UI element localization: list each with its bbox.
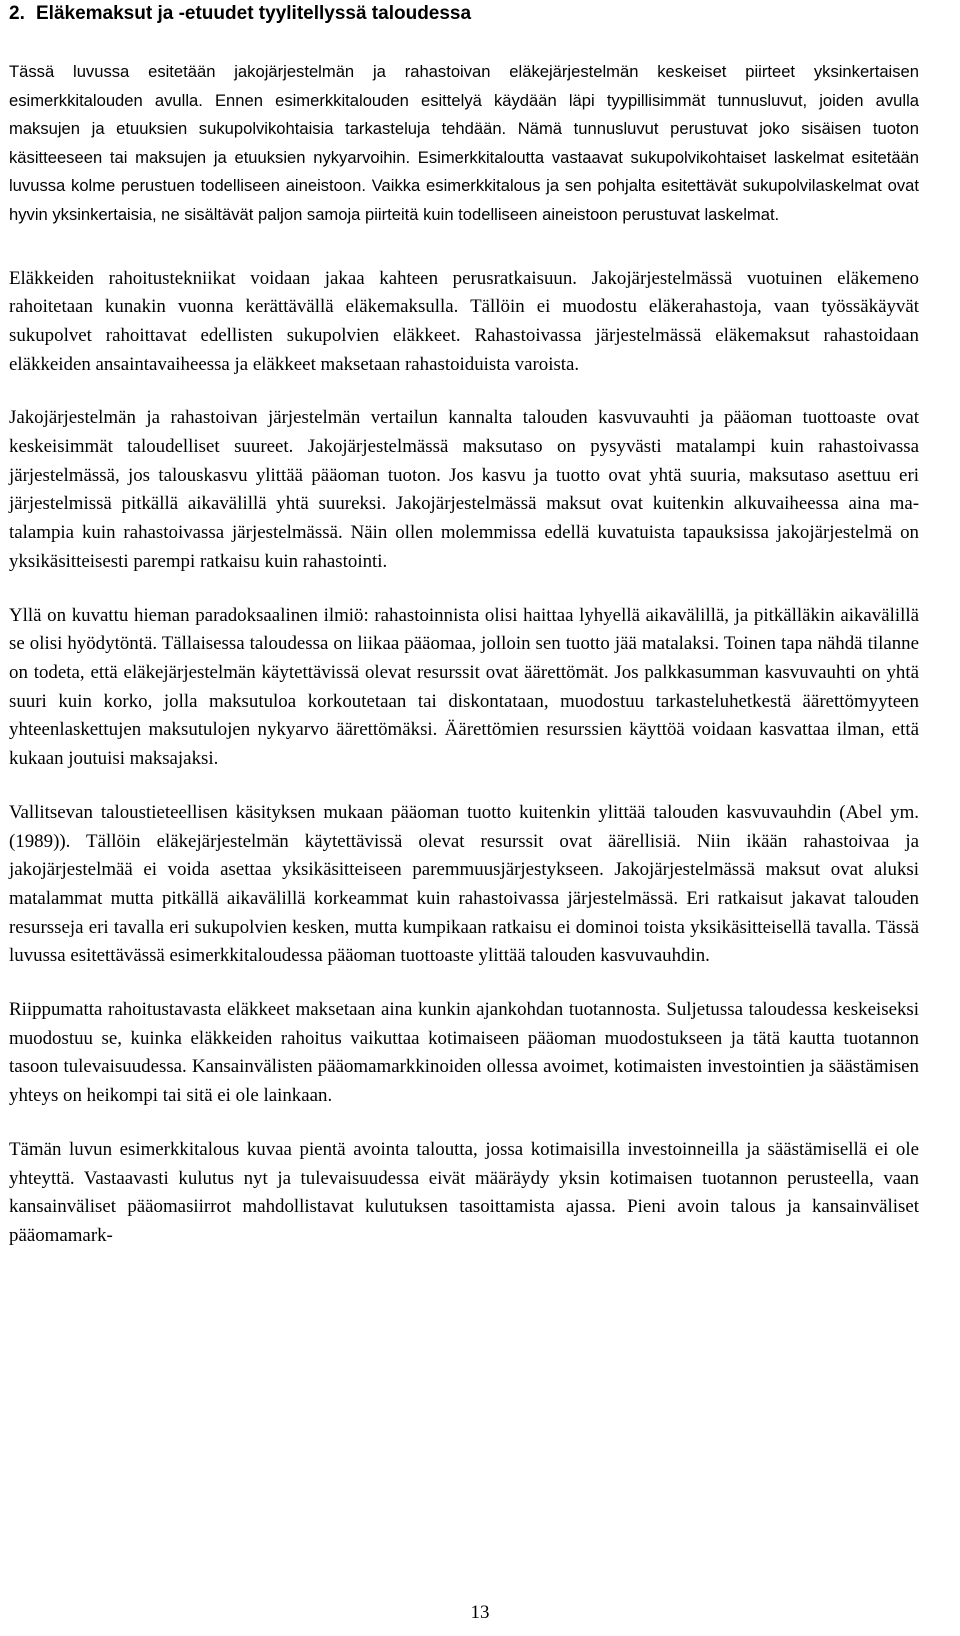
paragraph-system-comparison: Jakojärjestelmän ja rahastoivan järjestelmän vertailun kannalta talouden kasvuvauhti ja pääoman tuottoaste ovat keskeisimmät taloudelliset suureet. Jakojärjestelmässä maksutaso on pysyvästi matalampi kuin rahastoivassa järjestelmässä, jos talouskasvu ylittää pääoman tuoton. Jos kasvu ja tuotto ovat yhtä suuria, maksutaso asettuu eri järjestelmissä pitkällä aikavälillä yhtä suureksi. Jakojärjestelmässä maksut ovat kuitenkin alkuvaiheessa aina matalampia kuin rahastoivassa järjestelmässä. Näin ollen molemmissa edellä kuvatuista tapauksissa jakojärjestelmä on yksikäsitteisesti parempi ratkaisu kuin rahastointi. [9,407,919,572]
paragraph-paradox: Yllä on kuvattu hieman paradoksaalinen ilmiö: rahastoinnista olisi haittaa lyhyellä aikavälillä, ja pitkälläkin aikavälillä se olisi hyödytöntä. Tällaisessa taloudessa on liikaa pääomaa, jolloin sen tuotto jää matalaksi. Toinen tapa nähdä tilanne on todeta, että eläkejärjestelmän käytettävissä olevat resurssit ovat äärettömät. Jos palkkasumman kasvuvauhti on yhtä suuri kuin korko, jolla maksutuloa korkoutetaan tai diskontataan, muodostuu tarkasteluhetkestä äärettömyyteen yhteenlaskettujen maksutulojen nykyarvo äärettömäksi. Äärettömien resurssien käyttöä voidaan kasvattaa ilman, että kukaan joutuisi maksajaksi. [9,604,919,770]
page-number: 13 [470,1602,490,1623]
section-title: Eläkemaksut ja -etuudet tyylitellyssä taloudessa [36,3,472,24]
paragraph-financing-method: Riippumatta rahoitustavasta eläkkeet maksetaan aina kunkin ajankohdan tuotannosta. Suljetussa taloudessa keskeiseksi muodostuu se, kuinka eläkkeiden rahoitus vaikuttaa kotimaiseen pääoman muodostukseen ja tätä kautta tuotannon tasoon tulevaisuudessa. Kansainvälisten pääomamarkkinoiden ollessa avoimet, kotimaisten investointien ja säästämisen yhteys on heikompi tai sitä ei ole lainkaan. [9,999,919,1107]
section-number: 2. [9,3,25,24]
paragraph-example-economy: Tämän luvun esimerkkitalous kuvaa pientä avointa taloutta, jossa kotimaisilla investoinneilla ja säästämisellä ei ole yhteyttä. Vastaavasti kulutus nyt ja tulevaisuudessa eivät määräydy yksin kotimaisen tuotannon perusteella, vaan kansainväliset pääomasiirrot mahdollistavat kulutuksen tasoittamista ajassa. Pieni avoin talous ja kansainväliset pääomamark- [9,1138,919,1246]
section-heading [9,3,919,25]
paragraph-intro: Tässä luvussa esitetään jakojärjestelmän ja rahastoivan eläkejärjestelmän keskeiset piirteet yksinkertaisen esimerkkitalouden avulla. Ennen esimerkkitalouden esittelyä käydään läpi tyypillisimmät tunnusluvut, joiden avulla maksujen ja etuuksien sukupolvikohtaisia tarkasteluja tehdään. Nämä tunnusluvut perustuvat joko sisäisen tuoton käsitteeseen tai maksujen ja etuuksien nykyarvoihin. Esimerkkitaloutta vastaavat sukupolvikohtaiset laskelmat esitetään luvussa kolme perustuen todelliseen aineistoon. Vaikka esimerkkitalous ja sen pohjalta esitettävät sukupolvilaskelmat ovat hyvin yksinkertaisia, ne sisältävät paljon samoja piirteitä kuin todelliseen aineistoon perustuvat laskelmat. [9,62,919,224]
paragraph-funding-techniques: Eläkkeiden rahoitustekniikat voidaan jakaa kahteen perusratkaisuun. Jakojärjestelmässä vuotuinen eläkemeno rahoitetaan kunakin vuonna kerättävällä eläkemaksulla. Tällöin ei muodostu eläkerahastoja, vaan työssäkäyvät sukupolvet rahoittavat edellisten sukupolvien eläkkeet. Rahastoivassa järjestelmässä eläkemaksut rahastoidaan eläkkeiden ansaintavaiheessa ja eläkkeet maksetaan rahastoiduista varoista. [9,267,919,375]
paragraph-prevailing-view: Vallitsevan taloustieteellisen käsityksen mukaan pääoman tuotto kuitenkin ylittää talouden kasvuvauhdin (Abel ym. (1989)). Tällöin eläkejärjestelmän käytettävissä olevat resurssit ovat äärellisiä. Niin ikään rahastoivaa ja jakojärjestelmää ei voida asettaa yksikäsitteiseen paremmuusjärjestykseen. Jakojärjestelmässä maksut ovat aluksi matalammat mutta pitkällä aikavälillä korkeammat kuin rahastoivassa järjestelmässä. Eri ratkaisut jakavat talouden resursseja eri tavalla eri sukupolvien kesken, mutta kumpikaan ratkaisu ei dominoi toista yksikäsitteisellä tavalla. Tässä luvussa esitettävässä esimerkkitaloudessa pääoman tuottoaste ylittää talouden kasvuvauhdin. [9,801,919,967]
document-page [9,0,919,1251]
